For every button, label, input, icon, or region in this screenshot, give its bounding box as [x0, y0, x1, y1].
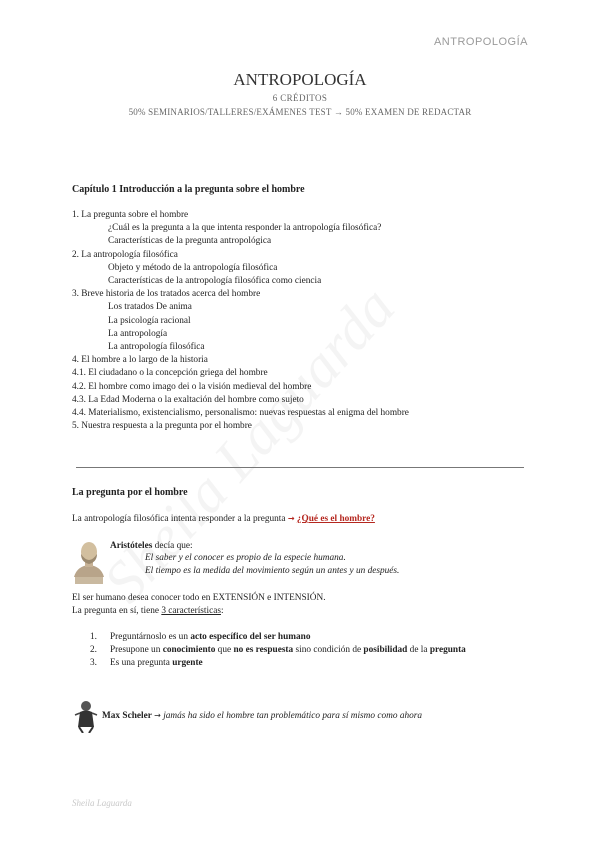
evaluation-line: 50% SEMINARIOS/TALLERES/EXÁMENES TEST → 50% EXAMEN DE REDACTAR: [128, 107, 472, 117]
aristotle-intro: [110, 541, 193, 551]
paragraph-characteristics: [72, 606, 224, 616]
scheler-quote: jamás ha sido el hombre tan problemático para sí mismo como ahora: [163, 711, 423, 721]
para2-text: La pregunta en sí, tiene: [72, 606, 162, 616]
toc-item: Objeto y método de la antropología filosófica: [108, 262, 278, 273]
table-of-contents: [72, 209, 409, 433]
list-item: [90, 644, 520, 657]
list-number: 1.: [90, 632, 97, 642]
bold-phrase: acto específico del ser humano: [190, 632, 311, 642]
bold-phrase: pregunta: [429, 645, 466, 655]
aristotle-name: Aristóteles: [110, 541, 153, 551]
document-title: ANTROPOLOGÍA: [233, 70, 367, 89]
scheler-name: Max Scheler: [102, 711, 152, 721]
text-run: sino condición de: [293, 645, 364, 655]
list-item: [90, 657, 520, 670]
list-text: [110, 657, 203, 670]
toc-item: 4.1. El ciudadano o la concepción griega del hombre: [72, 368, 268, 379]
toc-item: La antropología: [108, 328, 168, 339]
scheler-figure-icon: [71, 699, 101, 733]
aristotle-bust-icon: [71, 540, 107, 584]
toc-item: 4.4. Materialismo, existencialismo, personalismo: nuevas respuestas al enigma del hombre: [72, 408, 409, 419]
toc-item: 4.3. La Edad Moderna o la exaltación del hombre como sujeto: [72, 394, 304, 405]
scheler-arrow: →: [154, 711, 161, 720]
bold-phrase: no es respuesta: [233, 645, 294, 655]
scheler-quote-line: [102, 711, 422, 721]
paragraph-extension: El ser humano desea conocer todo en EXTENSIÓN e INTENSIÓN.: [72, 593, 326, 603]
bold-phrase: urgente: [172, 658, 203, 668]
list-number: 2.: [90, 645, 97, 655]
toc-item: 2. La antropología filosófica: [72, 249, 178, 260]
text-run: de la: [407, 645, 430, 655]
bold-phrase: posibilidad: [363, 645, 408, 655]
list-text: [110, 644, 466, 657]
text-run: que: [215, 645, 234, 655]
intro-text: La antropología filosófica intenta responder a la pregunta: [72, 514, 288, 524]
intro-paragraph: [72, 514, 375, 524]
text-run: Es una pregunta: [110, 658, 173, 668]
toc-item: 1. La pregunta sobre el hombre: [72, 210, 189, 220]
para2-underlined: 3 características: [161, 606, 221, 616]
intro-arrow: →: [287, 514, 295, 523]
section-heading: La pregunta por el hombre: [72, 487, 188, 498]
toc-item: 4. El hombre a lo largo de la historia: [72, 355, 208, 366]
toc-item: Los tratados De anima: [108, 302, 192, 313]
text-run: Presupone un: [110, 645, 163, 655]
text-run: Preguntárnoslo es un: [110, 632, 191, 642]
para2-end: :: [220, 606, 224, 616]
toc-item: ¿Cuál es la pregunta a la que intenta responder la antropología filosófica?: [108, 223, 382, 234]
toc-item: 5. Nuestra respuesta a la pregunta por el hombre: [72, 421, 252, 432]
toc-item: 3. Breve historia de los tratados acerca del hombre: [72, 289, 261, 300]
list-number: 3.: [90, 658, 97, 668]
characteristics-list: [90, 631, 520, 670]
aristotle-quote-1: El saber y el conocer es propio de la especie humana.: [145, 553, 346, 563]
credits-line: 6 CRÉDITOS: [272, 93, 328, 103]
list-text: [110, 631, 310, 644]
key-question: ¿Qué es el hombre?: [296, 514, 375, 524]
running-header: ANTROPOLOGÍA: [433, 36, 528, 48]
toc-item: La antropología filosófica: [108, 342, 205, 353]
list-item: [90, 631, 520, 644]
toc-item: La psicología racional: [108, 315, 191, 326]
aristotle-quote-2: El tiempo es la medida del movimiento según un antes y un después.: [145, 566, 400, 576]
toc-item: 4.2. El hombre como imago dei o la visión medieval del hombre: [72, 381, 312, 392]
chapter-heading: Capítulo 1 Introducción a la pregunta sobre el hombre: [72, 184, 305, 195]
toc-item: Características de la pregunta antropológica: [108, 236, 272, 247]
footer-author: Sheila Laguarda: [72, 798, 132, 808]
aristotle-said: decía que:: [152, 541, 193, 551]
bold-phrase: conocimiento: [162, 645, 216, 655]
toc-item: Características de la antropología filosófica como ciencia: [108, 276, 322, 287]
section-divider: [76, 467, 524, 468]
